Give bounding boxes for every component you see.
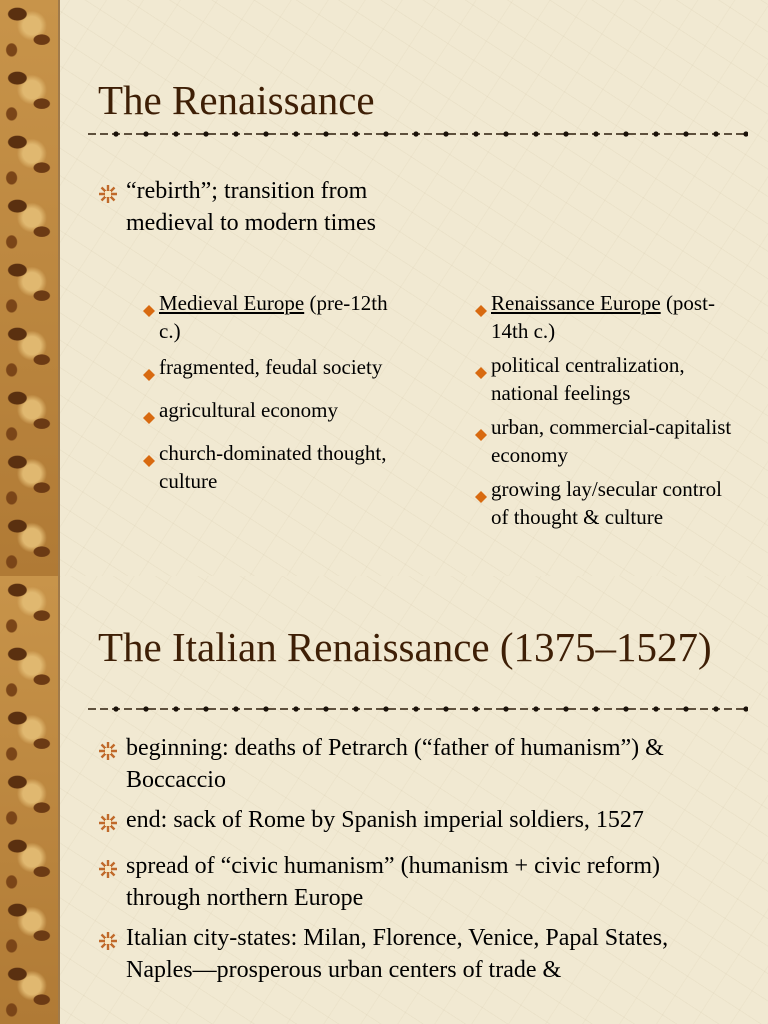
diamond-bullet-icon	[475, 482, 491, 510]
right-heading-link[interactable]: Renaissance Europe	[491, 291, 661, 315]
star-bullet-icon	[98, 181, 126, 213]
star-bullet-icon	[98, 928, 126, 960]
right-column	[475, 289, 740, 531]
slide-2	[0, 576, 768, 1024]
diamond-bullet-icon	[143, 296, 159, 324]
list-item: spread of “civic humanism” (humanism + civic reform) through northern Europe	[98, 850, 738, 914]
diamond-bullet-icon	[475, 420, 491, 448]
decorative-border	[0, 0, 58, 576]
left-column	[143, 289, 403, 495]
left-heading-rest: (pre-12th c.)	[159, 291, 388, 343]
diamond-bullet-icon	[143, 360, 159, 388]
left-item: church-dominated thought, culture	[143, 439, 403, 495]
border-edge-line	[58, 0, 60, 576]
border-edge-line	[58, 576, 60, 1024]
slide-title: The Renaissance	[98, 77, 375, 123]
list-item: end: sack of Rome by Spanish imperial soldiers, 1527	[98, 804, 738, 842]
left-heading	[143, 289, 403, 345]
left-heading-link[interactable]: Medieval Europe	[159, 291, 305, 315]
left-item: fragmented, feudal society	[143, 353, 403, 388]
right-item: political centralization, national feelings	[475, 351, 740, 407]
list-item: beginning: deaths of Petrarch (“father of humanism”) & Boccaccio	[98, 732, 738, 796]
right-heading	[475, 289, 740, 345]
slide-title: The Italian Renaissance (1375–1527)	[98, 624, 712, 670]
title-divider	[88, 128, 748, 140]
bullet-list	[98, 732, 738, 986]
star-bullet-icon	[98, 738, 126, 770]
diamond-bullet-icon	[143, 403, 159, 431]
star-bullet-icon	[98, 810, 126, 842]
main-bullet	[98, 175, 378, 239]
star-bullet-icon	[98, 856, 126, 888]
right-item: growing lay/secular control of thought & culture	[475, 475, 740, 531]
diamond-bullet-icon	[475, 296, 491, 324]
title-divider	[88, 703, 748, 715]
left-item: agricultural economy	[143, 396, 403, 431]
right-heading-rest: (post-14th c.)	[491, 291, 715, 343]
bullet-text: “rebirth”; transition from medieval to modern times	[126, 178, 376, 236]
diamond-bullet-icon	[143, 446, 159, 474]
right-item: urban, commercial-capitalist economy	[475, 413, 740, 469]
decorative-border	[0, 576, 58, 1024]
diamond-bullet-icon	[475, 358, 491, 386]
list-item: Italian city-states: Milan, Florence, Venice, Papal States, Naples—prosperous urban centers of trade &	[98, 922, 738, 986]
